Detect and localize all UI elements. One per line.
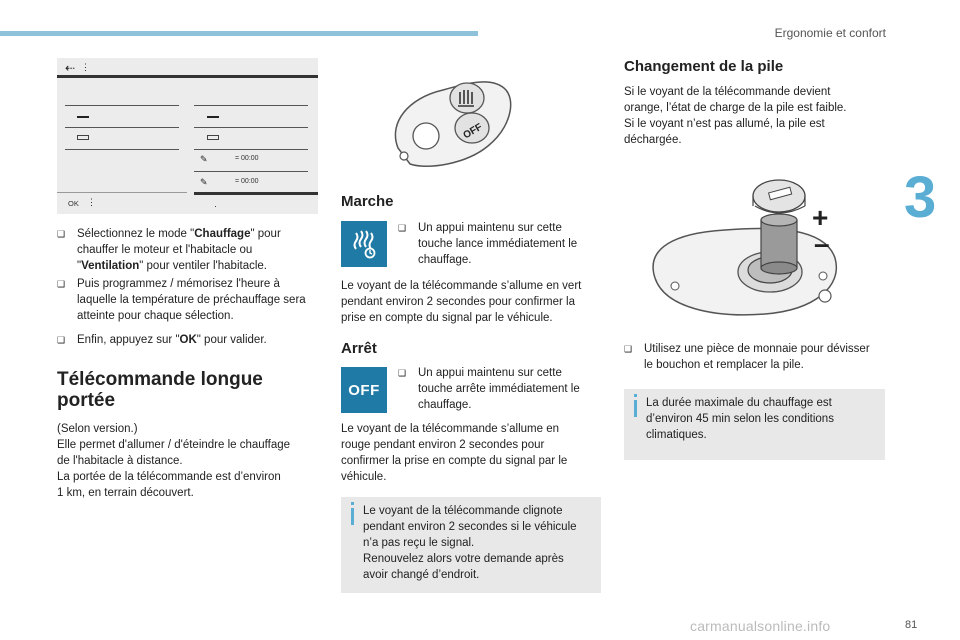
info-box-duration: La durée maximale du chauffage est d’environ 45 min selon les conditions climatiques. xyxy=(624,389,885,460)
bullet-select-mode: ❑ Sélectionnez le mode "Chauffage" pour chauffer le moteur et l'habitacle ou "Ventilation" pour ventiler l'habitacle. xyxy=(57,228,281,272)
battery-change-title: Changement de la pile xyxy=(624,58,784,75)
bullet-icon: ❑ xyxy=(57,229,66,239)
remote-off-label: OFF xyxy=(461,121,485,142)
plus-sign: + xyxy=(812,202,829,233)
screen-illustration xyxy=(57,58,318,214)
marche-bullet: ❑ Un appui maintenu sur cette touche lance immédiatement le chauffage. xyxy=(398,222,578,266)
info-icon xyxy=(634,394,637,397)
bullet-icon: ❑ xyxy=(398,223,407,233)
watermark: carmanualsonline.info xyxy=(690,618,831,634)
bullet-program-time: ❑ Puis programmez / mémorisez l'heure à laquelle la température de préchauffage sera atteinte pour chaque sélection. xyxy=(57,278,306,322)
arret-paragraph: Le voyant de la télécommande s’allume en rouge pendant environ 2 secondes pour confirmer la prise en compte du signal par le véhicule. xyxy=(341,423,568,483)
info-box-signal: Le voyant de la télécommande clignote pendant environ 2 secondes si le véhicule n’a pas reçu le signal. Renouvelez alors votre demande après avoir changé d’endroit. xyxy=(341,497,601,593)
marche-title: Marche xyxy=(341,193,394,210)
pencil-icon: ✎ xyxy=(200,154,208,164)
section-title: Ergonomie et confort xyxy=(774,26,886,40)
ok-label: OK xyxy=(68,199,79,208)
info-icon xyxy=(351,502,354,505)
heating-off-icon: OFF xyxy=(341,367,387,413)
arret-title: Arrêt xyxy=(341,340,377,357)
kebab-icon: ⋮ xyxy=(81,62,90,72)
bullet-press-ok: ❑ Enfin, appuyez sur "OK" pour valider. xyxy=(57,334,267,346)
arret-bullet: ❑ Un appui maintenu sur cette touche arrête immédiatement le chauffage. xyxy=(398,367,580,411)
heating-on-icon xyxy=(341,221,387,267)
back-arrow-icon: ⇠ xyxy=(65,61,76,75)
bullet-icon: ❑ xyxy=(398,368,407,378)
kebab-icon: ⋮ xyxy=(87,197,96,207)
pencil-icon: ✎ xyxy=(200,177,208,187)
remote-intro: (Selon version.) Elle permet d'allumer / d'éteindre le chauffage de l'habitacle à distance. La portée de la télécommande est d’environ 1 km, en terrain découvert. xyxy=(57,423,291,499)
section-title-remote: Télécommande longue portée xyxy=(57,369,263,411)
battery-bullet: ❑ Utilisez une pièce de monnaie pour dévisser le bouchon et remplacer la pile. xyxy=(624,343,870,371)
minus-sign: – xyxy=(814,228,830,259)
marche-paragraph: Le voyant de la télécommande s’allume en vert pendant environ 2 secondes pour confirmer la prise en compte du signal par le véhicule. xyxy=(341,280,582,324)
time-value-1: = 00:00 xyxy=(235,155,259,162)
bullet-icon: ❑ xyxy=(57,335,66,345)
remote-control-illustration xyxy=(388,68,518,174)
dot-icon: · xyxy=(214,201,217,211)
page-number: 81 xyxy=(905,619,918,631)
chapter-number: 3 xyxy=(904,165,937,230)
battery-paragraph: Si le voyant de la télécommande devient orange, l’état de charge de la pile est faible. Si le voyant n’est pas allumé, la pile est déchargée. xyxy=(624,86,847,146)
bullet-icon: ❑ xyxy=(57,279,66,289)
bullet-icon: ❑ xyxy=(624,344,633,354)
time-value-2: = 00:00 xyxy=(235,178,259,185)
header-bar xyxy=(0,31,478,36)
